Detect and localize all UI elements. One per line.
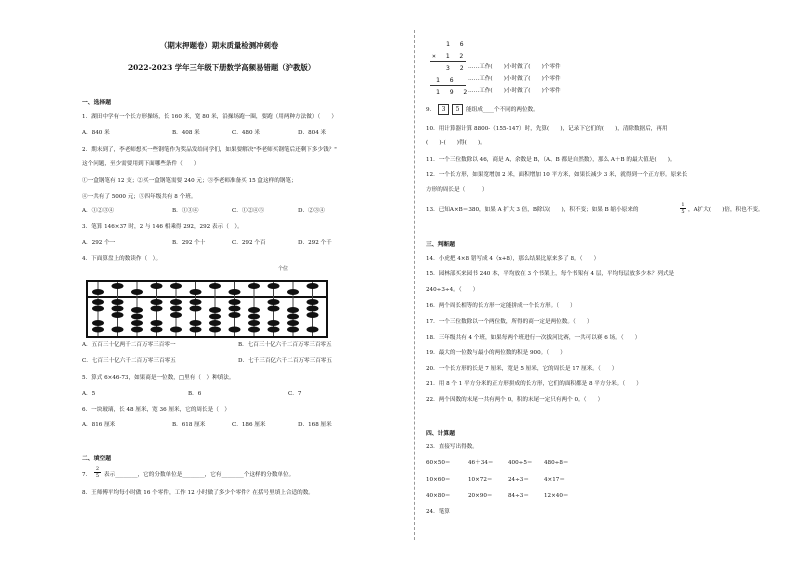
q6-option-b: B．618 厘米 (172, 422, 206, 428)
abacus-bead (307, 327, 319, 333)
calc-item: 12×40＝ (544, 493, 569, 499)
abacus-bead (131, 307, 143, 313)
abacus-bead (112, 312, 124, 318)
abacus-bead (151, 299, 163, 305)
abacus-bead (190, 299, 202, 305)
calc-item: 20×90＝ (468, 493, 493, 499)
question-15-line-1: 15．园林部买来园书 240 本，平均放在 3 个书架上，每个书架有 4 层，平均每层放多少本？列式是 (426, 271, 675, 277)
q5-option-b: B．6 (188, 391, 202, 397)
exam-subtitle: 2022-2023 学年三年级下册数学高频易错题（沪教版） (128, 63, 316, 72)
fraction-numerator: 2 (95, 466, 100, 472)
abacus-bead (170, 327, 182, 333)
calc-note-2: ……工作( )小时做了( )个零件 (468, 76, 561, 82)
q6-option-c: C．186 厘米 (232, 422, 266, 428)
q1-option-a: A．840 米 (82, 130, 110, 136)
section-heading: 三、判断题 (426, 242, 455, 248)
abacus-bead (209, 327, 221, 333)
q3-option-b: B．292 个十 (172, 240, 206, 246)
question-7: 表示________，它的分数单位是________，它有________个这样的分数单位。 (104, 472, 295, 478)
question-24: 24．笔算 (426, 509, 450, 515)
abacus-bead (112, 327, 124, 333)
q5-option-a: A．5 (82, 391, 96, 397)
abacus-bead (229, 312, 241, 318)
abacus-bead (248, 283, 260, 289)
fraction-numerator: 1 (681, 202, 685, 208)
abacus-bead (307, 299, 319, 305)
abacus-bead (190, 289, 202, 295)
abacus-bead (209, 307, 221, 313)
abacus-bead (190, 320, 202, 326)
q2-option-b: B．①③④ (172, 208, 199, 214)
abacus-bead (131, 314, 143, 320)
q3-option-c: C．292 个百 (232, 240, 266, 246)
calc-note-3: ……工作( )小时做了( )个零件 (468, 88, 561, 94)
question-20: 20．一个长方形的长是 7 厘米，宽是 5 厘米，它的周长是 17 厘米。（ ） (426, 366, 618, 372)
question-17: 17．一个三位数除以一个两位数，所得的商一定是两位数。（ ） (426, 319, 593, 325)
abacus-bead (92, 320, 104, 326)
question-15-line-2: 240÷3÷4。（ ） (426, 287, 479, 293)
abacus-bead (307, 312, 319, 318)
abacus-bead (151, 283, 163, 289)
q3-option-d: D．292 个千 (298, 240, 332, 246)
calc-item: 60×50＝ (426, 460, 451, 466)
calc-item: 4×17＝ (544, 477, 565, 483)
question-14: 14．小虎把 4×8 错写成 4（x+8），那么结果比原来多了 8。（ ） (426, 256, 600, 262)
abacus-bead (112, 283, 124, 289)
question-10-line-2: ( )-( )得( )。 (426, 140, 486, 146)
abacus-bead (209, 320, 221, 326)
abacus-bead (131, 289, 143, 295)
q1-option-c: C．480 米 (232, 130, 260, 136)
abacus-bead (151, 306, 163, 312)
abacus-bead (229, 289, 241, 295)
q9-number: 9． (426, 107, 436, 113)
q7-number: 7． (82, 472, 92, 478)
abacus-bead (190, 306, 202, 312)
calc-note-1: ……工作( )小时做了( )个零件 (468, 64, 561, 70)
exam-title: （期末押题卷）期末质量检测冲刺卷 (160, 41, 279, 50)
q2-option-d: D．②③④ (298, 208, 325, 214)
q2-option-a: A．①②③④ (82, 208, 115, 214)
question-2-line-4: ④一共有了 5000 元；⑤四年级共有 8 个班。 (82, 194, 197, 200)
question-2-line-3: ①一盒钢笔有 12 支；②买一盒钢笔需要 240 元；③李老师准备买 15 盒这样的钢笔； (82, 178, 297, 184)
abacus-bead (151, 327, 163, 333)
question-16: 16．两个周长相等的长方形一定能拼成一个长方形。（ ） (426, 303, 576, 309)
question-9: 能组成____个不同的两位数。 (466, 107, 539, 113)
q13-fraction (680, 202, 686, 215)
question-2-line-2: 这个问题，至少需要用到下面哪些条件（ ） (82, 161, 200, 167)
abacus-bead (268, 306, 280, 312)
abacus-illustration (86, 280, 328, 338)
q4-option-b: B．七百三十亿六千二百万零三百零五 (238, 342, 332, 348)
calc-row-3: 3 2 (446, 64, 467, 72)
abacus-bead (287, 320, 299, 326)
abacus-bead (131, 320, 143, 326)
abacus-bead (307, 306, 319, 312)
section-heading: 四、计算题 (426, 431, 455, 437)
abacus-bead (229, 306, 241, 312)
q5-option-c: C．7 (288, 391, 302, 397)
digit-card: 5 (452, 104, 463, 115)
abacus-bead (287, 289, 299, 295)
question-21: 21．用 8 个 1 平方分米的正方形拼成的长方形，它们的面积都是 8 平方分米。（ ） (426, 381, 642, 387)
calc-row-1: 1 6 (446, 40, 467, 48)
question-6: 6．一块玻璃，长 48 厘米，宽 36 厘米，它的周长是（ ） (82, 407, 230, 413)
calc-row-2: × 1 2 (432, 52, 467, 60)
question-19: 19．最大的一位数与最小的两位数的积是 900。（ ） (426, 350, 566, 356)
column-divider (414, 30, 415, 540)
question-12-line-2: 方形的周长是（ ） (426, 187, 488, 193)
abacus-bead (229, 299, 241, 305)
right-column (426, 0, 764, 562)
q1-option-d: D．804 米 (298, 130, 327, 136)
question-10-line-1: 10．用计算器计算 8800-（155-147）时，先算( )，记录下它们的( )，清除数据后，再用 (426, 126, 668, 132)
calc-row-5: 1 9 2 (436, 88, 471, 96)
abacus-bead (248, 307, 260, 313)
abacus-bead (287, 307, 299, 313)
abacus-bead (170, 312, 182, 318)
calc-item: 480÷8＝ (544, 460, 569, 466)
calc-row-4: 1 6 (436, 76, 457, 84)
abacus-bead (151, 320, 163, 326)
abacus-bead (268, 283, 280, 289)
calc-item: 46＋34＝ (468, 460, 494, 466)
calc-item: 40×80＝ (426, 493, 451, 499)
calc-item: 84÷3＝ (508, 493, 529, 499)
abacus-bead (287, 314, 299, 320)
abacus-ones-label: 个位 (278, 266, 289, 272)
calc-item: 400÷5＝ (508, 460, 533, 466)
abacus-bead (170, 306, 182, 312)
abacus-bead (268, 320, 280, 326)
abacus-bead (307, 283, 319, 289)
abacus-bead (229, 327, 241, 333)
q3-option-a: A．292 个一 (82, 240, 116, 246)
question-4: 4．下面算盘上的数读作（ ）。 (82, 256, 162, 262)
question-12-line-1: 12．一个长方形，如果宽增加 2 米，面积增加 10 平方米，如果长减少 3 米，就得到一个正方形。原来长 (426, 172, 688, 178)
question-5: 5．算式 6×46-73，如果商是一位数，□里有（ ）种填法。 (82, 375, 235, 381)
abacus-bead (112, 299, 124, 305)
digit-card: 3 (438, 104, 449, 115)
question-2-line-1: 2．期末到了，李老师想买一些钢笔作为奖品发给同学们，如果要解决"李老师买钢笔后还剩下多少钱？" (82, 147, 337, 153)
q4-option-d: D．七千三百亿六千二百万零三百零五 (238, 358, 332, 364)
abacus-bead (287, 327, 299, 333)
question-11: 11．一个三位数除以 46，商是 A，余数是 B，（A、B 都是自然数），那么 A＋B 的最大值是( )。 (426, 157, 676, 163)
q4-option-c: C．七百三十亿六千二百万零三百零五 (82, 358, 176, 364)
abacus-bead (209, 283, 221, 289)
fraction-denominator: 5 (95, 473, 100, 479)
abacus-bead (170, 283, 182, 289)
question-13-end: ，A扩大( )倍，积也不变。 (688, 207, 764, 213)
abacus-bead (268, 299, 280, 305)
question-18: 18．三年级共有 4 个班，如果每两个班进行一次拔河比赛，一共可以赛 6 场。（ ） (426, 335, 641, 341)
abacus-bead (209, 314, 221, 320)
q1-option-b: B．408 米 (172, 130, 200, 136)
abacus-bead (268, 327, 280, 333)
calc-item: 10×72＝ (468, 477, 493, 483)
abacus-bead (248, 327, 260, 333)
question-22: 22．两个因数的末尾一共有两个 0，积的末尾一定只有两个 0。（ ） (426, 397, 604, 403)
abacus-bead (92, 289, 104, 295)
q2-option-c: C．①②④⑤ (232, 208, 265, 214)
q6-option-a: A．816 厘米 (82, 422, 116, 428)
q4-option-a: A．五百三十亿两千二百万零三百零一 (82, 342, 176, 348)
abacus-bead (92, 306, 104, 312)
abacus-bead (248, 314, 260, 320)
q7-fraction (94, 466, 101, 479)
abacus-bead (248, 320, 260, 326)
question-13: 13．已知A×B＝380，如果 A 扩大 3 倍，B除以( )，积不变；如果 B 缩小原来的 (426, 207, 639, 213)
abacus-bead (170, 299, 182, 305)
question-23: 23．直接写出得数。 (426, 444, 478, 450)
abacus-bead (131, 327, 143, 333)
section-heading: 一、选择题 (82, 100, 111, 106)
question-3: 3．笔算 146×37 时，2 与 146 相乘得 292，292 表示（ ）。 (82, 224, 243, 230)
left-column (78, 0, 398, 562)
calc-item: 10×60＝ (426, 477, 451, 483)
fraction-denominator: 5 (681, 209, 685, 215)
abacus-bead (190, 327, 202, 333)
abacus-bead (92, 327, 104, 333)
question-1: 1．湖田中学有一个长方形操场，长 160 米，宽 80 米，沿操场跑一圈，要跑（用两种方法做）（ ） (82, 114, 338, 120)
question-8: 8．王师傅平均每小时做 16 个零件，工作 12 小时做了多少个零件？在括号里填上合适的数。 (82, 490, 314, 496)
q6-option-d: D．168 厘米 (298, 422, 332, 428)
abacus-bead (112, 306, 124, 312)
calc-item: 24÷3＝ (508, 477, 529, 483)
section-heading: 二、填空题 (82, 456, 111, 462)
abacus-bead (92, 299, 104, 305)
